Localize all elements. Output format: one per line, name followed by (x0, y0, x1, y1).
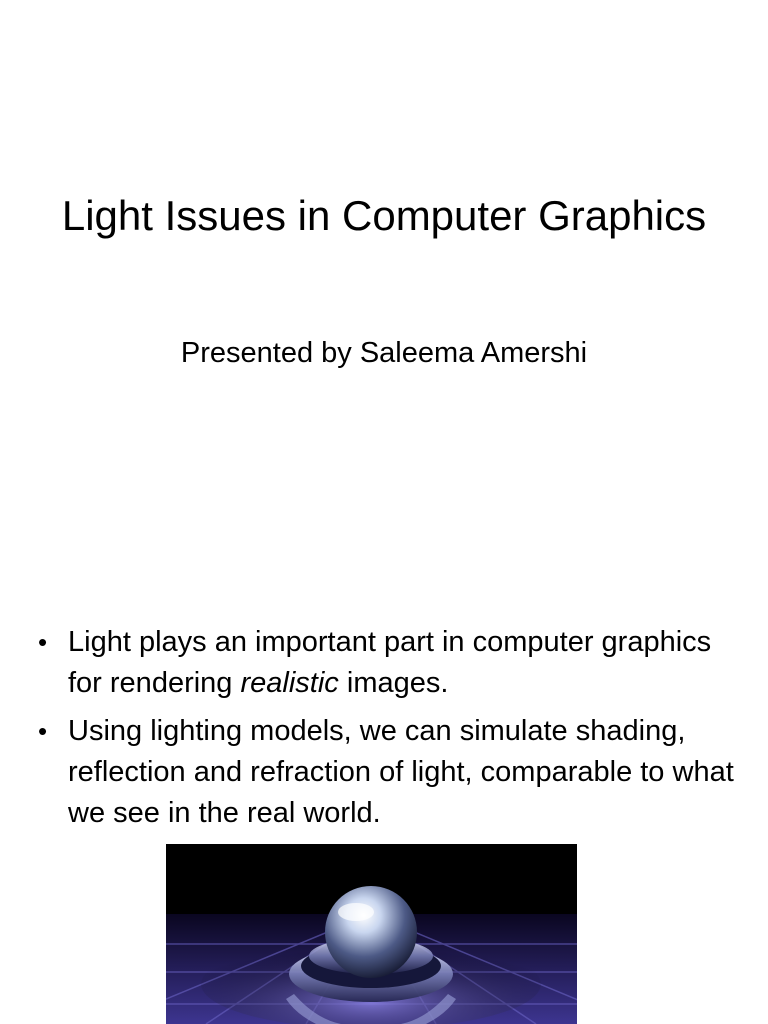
bullet-list (0, 622, 768, 841)
bullet-item (0, 711, 768, 834)
bullet-text-end: images. (338, 667, 449, 699)
slide-subtitle: Presented by Saleema Amershi (180, 337, 588, 369)
bullet-item (0, 622, 768, 704)
sphere-render-graphic (166, 844, 577, 1024)
rendered-sphere-image (166, 844, 577, 1024)
bullet-marker: • (38, 627, 48, 657)
bullet-text-start: Light plays an important part in computer graphics for rendering (68, 626, 712, 699)
bullet-emphasis: realistic (240, 667, 339, 699)
bullet-text: Using lighting models, we can simulate shading, reflection and refraction of light, comparable to what we see in the real world. (68, 715, 734, 829)
slide-title: Light Issues in Computer Graphics (61, 192, 707, 239)
bullet-marker: • (38, 716, 48, 746)
content-slide (0, 560, 768, 1024)
